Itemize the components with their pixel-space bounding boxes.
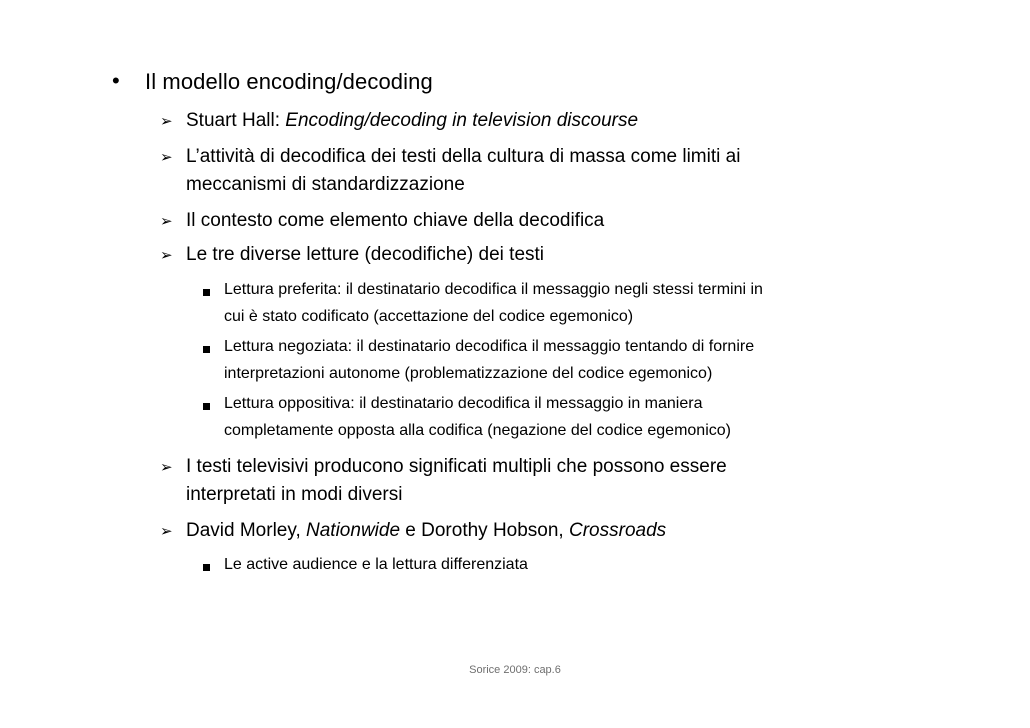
item-stuart-hall-title: Encoding/decoding in television discourse <box>285 110 639 131</box>
item-stuart-hall <box>186 110 638 132</box>
footer-source: Sorice 2009: cap.6 <box>469 664 561 676</box>
sub-lettura-negoziata-line2: interpretazioni autonome (problematizzazione del codice egemonico) <box>224 365 713 382</box>
arrow-bullet-icon: ➢ <box>160 459 173 476</box>
square-bullet-icon <box>203 564 210 571</box>
item-morley-hobson <box>186 520 666 542</box>
item-morley-nationwide: Nationwide <box>306 520 401 541</box>
item-morley-part-a: David Morley, <box>186 520 307 541</box>
arrow-bullet-icon: ➢ <box>160 113 173 130</box>
square-bullet-icon <box>203 289 210 296</box>
item-attivita-line1: L’attività di decodifica dei testi della cultura di massa come limiti ai <box>186 146 741 167</box>
arrow-bullet-icon: ➢ <box>160 213 173 230</box>
item-contesto: Il contesto come elemento chiave della decodifica <box>186 210 605 231</box>
sub-lettura-oppositiva-line1: Lettura oppositiva: il destinatario decodifica il messaggio in maniera <box>224 395 703 412</box>
item-attivita-line2: meccanismi di standardizzazione <box>186 174 465 195</box>
item-tre-letture: Le tre diverse letture (decodifiche) dei testi <box>186 244 545 265</box>
heading-text: Il modello encoding/decoding <box>145 69 433 94</box>
item-morley-crossroads: Crossroads <box>569 520 667 541</box>
sub-lettura-preferita-line1: Lettura preferita: il destinatario decodifica il messaggio negli stessi termini in <box>224 281 763 298</box>
arrow-bullet-icon: ➢ <box>160 523 173 540</box>
sub-lettura-negoziata-line1: Lettura negoziata: il destinatario decodifica il messaggio tentando di fornire <box>224 338 755 355</box>
square-bullet-icon <box>203 403 210 410</box>
square-bullet-icon <box>203 346 210 353</box>
arrow-bullet-icon: ➢ <box>160 247 173 264</box>
item-testi-televisivi-line1: I testi televisivi producono significati multipli che possono essere <box>186 456 727 477</box>
sub-lettura-oppositiva-line2: completamente opposta alla codifica (negazione del codice egemonico) <box>224 422 731 439</box>
heading-bullet: • <box>112 68 120 93</box>
sub-active-audience: Le active audience e la lettura differenziata <box>224 556 528 573</box>
item-stuart-hall-prefix: Stuart Hall: <box>186 110 286 131</box>
item-morley-part-c: e Dorothy Hobson, <box>400 520 569 541</box>
arrow-bullet-icon: ➢ <box>160 149 173 166</box>
item-testi-televisivi-line2: interpretati in modi diversi <box>186 484 403 505</box>
sub-lettura-preferita-line2: cui è stato codificato (accettazione del codice egemonico) <box>224 308 634 325</box>
